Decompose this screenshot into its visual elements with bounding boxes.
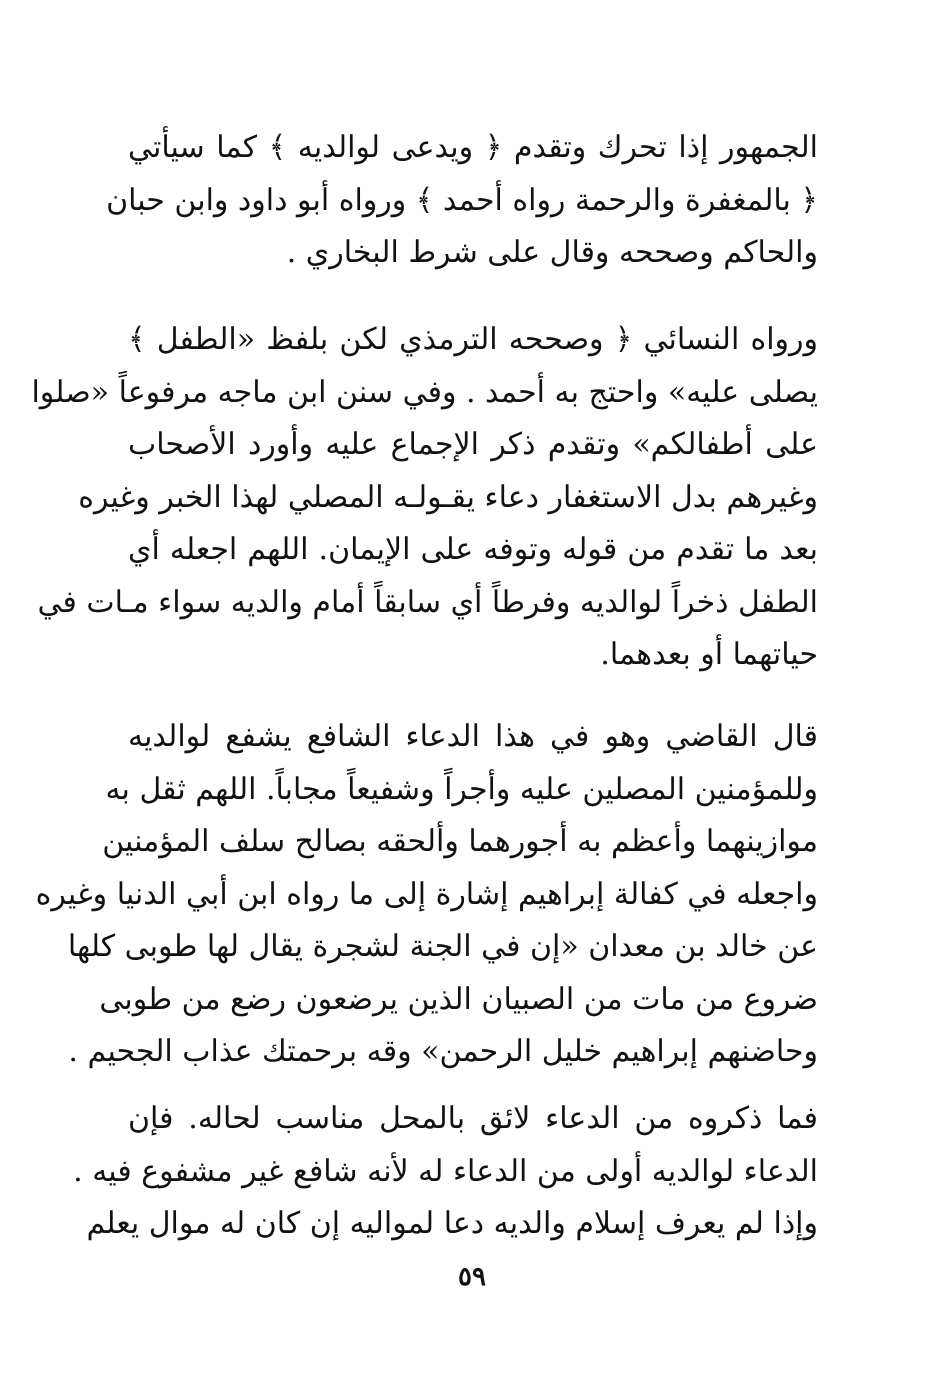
paragraph-3 [35,711,818,1079]
text-line: فما ذكروه من الدعاء لائق بالمحل مناسب لحاله. فإن [128,1101,818,1136]
text-line: ﴿ بالمغفرة والرحمة رواه أحمد ﴾ ورواه أبو داود وابن حبان [106,182,818,218]
text-line: على أطفالكم» وتقدم ذكر الإجماع عليه وأورد الأصحاب [128,427,818,462]
paragraph-2 [31,314,818,682]
text-line: وإذا لم يعرف إسلام والديه دعا لمواليه إن كان له موال يعلم [86,1206,818,1241]
text-line: الطفل ذخراً لوالديه وفرطاً أي سابقاً أمام والديه سواء مـات في [37,584,818,620]
text-line: عن خالد بن معدان «إن في الجنة لشجرة يقال لها طوبى كلها [67,929,818,964]
text-line: الدعاء لوالديه أولى من الدعاء له لأنه شافع غير مشفوع فيه . [73,1153,818,1189]
text-line: حياتهما أو بعدهما. [600,637,818,672]
text-line: وللمؤمنين المصلين عليه وأجراً وشفيعاً مجاباً. اللهم ثقل به [105,771,818,807]
page-number: ٥٩ [458,1262,486,1292]
paragraph-4 [73,1093,818,1251]
text-line: ورواه النسائي ﴿ وصححه الترمذي لكن بلفظ «الطفل ﴾ [128,322,818,357]
text-line: وغيرهم بدل الاستغفار دعاء يقـولـه المصلي لهذا الخبر وغيره [78,479,818,515]
text-line: الجمهور إذا تحرك وتقدم ﴿ ويدعى لوالديه ﴾ كما سيأتي [128,130,818,165]
paragraph-1 [106,122,818,280]
text-line: بعد ما تقدم من قوله وتوفه على الإيمان. اللهم اجعله أي [128,532,818,567]
text-line: يصلى عليه» واحتج به أحمد . وفي سنن ابن ماجه مرفوعاً «صلوا [31,374,818,410]
text-line: قال القاضي وهو في هذا الدعاء الشافع يشفع لوالديه [128,719,818,754]
text-line: ضروع من مات من الصبيان الذين يرضعون رضع من طوبى [99,981,818,1017]
text-line: وحاضنهم إبراهيم خليل الرحمن» وقه برحمتك عذاب الجحيم . [68,1034,818,1069]
text-line: والحاكم وصححه وقال على شرط البخاري . [286,235,818,270]
text-line: موازينهما وأعظم به أجورهما وألحقه بصالح سلف المؤمنين [102,824,818,859]
text-line: واجعله في كفالة إبراهيم إشارة إلى ما رواه ابن أبي الدنيا وغيره [35,876,818,912]
